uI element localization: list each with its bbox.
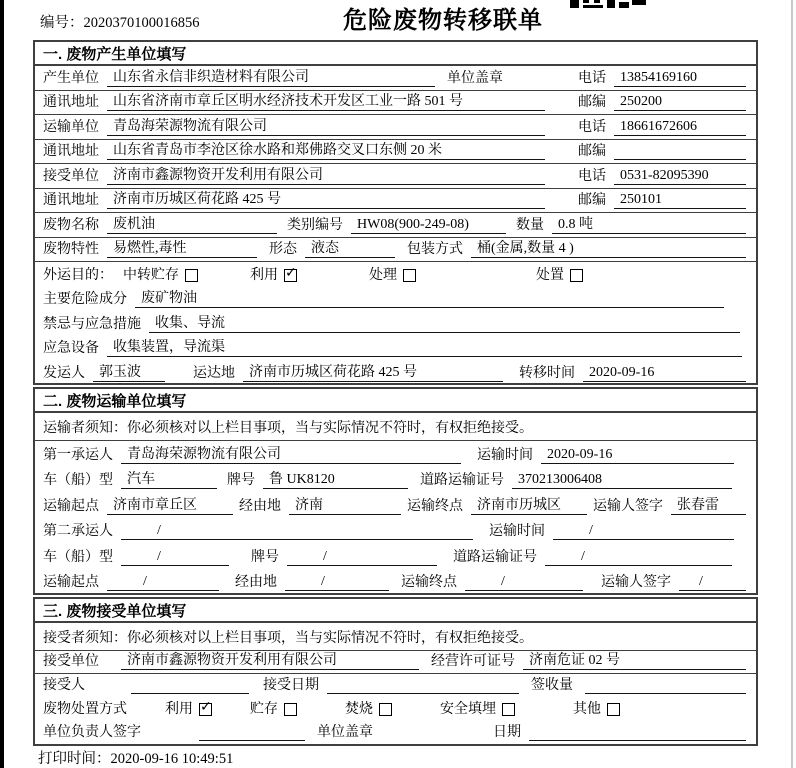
purpose-option-utilize [250,264,297,284]
transporter-zip-value [614,143,746,160]
print-time-value: 2020-09-16 10:49:51 [110,751,234,767]
destination-label: 运达地 [193,365,235,381]
received-quantity-value [585,677,746,694]
via-label: 经由地 [235,575,277,590]
disposal-option-landfill [440,698,515,718]
sender-value: 郭玉波 [93,361,165,382]
address-label: 通讯地址 [43,193,99,208]
row-producer-unit [35,66,756,91]
permit-label: 经营许可证号 [431,654,515,670]
purpose-option-label: 利用 [250,267,278,283]
row-waste-name [35,213,756,238]
address-label: 通讯地址 [43,95,99,110]
purpose-option-treat [369,264,416,284]
row-hazard-components [35,287,756,312]
carrier1-plate-value: 鲁 UK8120 [263,468,408,489]
qr-code-fragment-icon [570,0,652,8]
carrier2-vehicle-value: / [121,549,229,566]
zip-label: 邮编 [578,95,606,110]
row-carrier1 [35,441,756,467]
packing-value: 桶(金属,数量 4 ) [471,237,746,258]
carrier1-label: 第一承运人 [43,447,113,463]
checkbox-utilize-icon [284,269,297,282]
unit-seal-label: 单位盖章 [447,70,503,86]
zip-label: 邮编 [578,144,606,159]
plate-label: 牌号 [251,549,279,565]
transfer-date-label: 转移时间 [519,365,575,381]
unit-seal-label: 单位盖章 [317,724,373,740]
receiver-label: 接受单位 [43,168,99,184]
received-quantity-label: 签收量 [531,678,573,694]
category-label: 类别编号 [287,217,343,233]
page-right-edge [791,0,793,768]
page-title: 危险废物转移联单 [343,7,543,34]
purpose-option-label: 处理 [369,267,397,283]
row-carrier1-vehicle [35,467,756,493]
recipient-label: 接受人 [43,678,85,694]
recipient-value [131,677,249,694]
vehicle-label: 车（船）型 [43,549,113,565]
carrier1-terminus-value: 济南市历城区 [471,494,587,515]
disposal-option-label: 安全填埋 [440,701,496,717]
purpose-option-transfer-storage [123,264,198,284]
section-producer [33,40,758,385]
producer-value: 山东省永信非织造材料有限公司 [107,66,435,87]
receive-date-label: 接受日期 [263,678,319,694]
print-time-label: 打印时间： [38,751,111,767]
phone-label: 电话 [578,168,606,184]
checkbox-disposal-other-icon [607,703,620,716]
precautions-label: 禁忌与应急措施 [43,316,141,332]
page-left-edge [0,0,4,768]
receive-date-value [327,677,519,694]
plate-label: 牌号 [227,473,255,488]
disposal-option-label: 贮存 [250,701,278,717]
equipment-label: 应急设备 [43,341,99,356]
hazard-value: 废矿物油 [135,287,724,308]
permit-number-value: 济南危证 02 号 [523,649,746,670]
transporter-value: 青岛海荣源物流有限公司 [107,115,545,136]
waste-name-value: 废机油 [107,213,277,234]
waste-name-label: 废物名称 [43,217,99,233]
transporter-phone-value: 18661672606 [614,119,746,136]
row-recipient [35,674,756,697]
destination-value: 济南市历城区荷花路 425 号 [243,361,503,382]
section2-heading: 二. 废物运输单位填写 [35,389,756,413]
row-carrier1-route [35,492,756,518]
serial-label: 编号： [40,15,84,31]
purpose-option-label: 处置 [536,267,564,283]
transfer-date-value: 2020-09-16 [583,365,746,382]
print-time-line [38,747,233,768]
phone-label: 电话 [578,119,606,135]
row-responsible-signature [35,721,756,744]
signature-label: 运输人签字 [601,575,671,590]
row-receiving-unit [35,651,756,674]
transporter-address-value: 山东省青岛市李沧区徐水路和郑佛路交叉口东侧 20 米 [107,139,545,160]
carrier1-road-permit-value: 370213006408 [512,472,732,489]
producer-label: 产生单位 [43,70,99,86]
section-receiver [33,597,758,746]
serial-number: 2020370100016856 [83,15,200,31]
receiver-address-value: 济南市历城区荷花路 425 号 [107,188,545,209]
road-permit-label: 道路运输证号 [453,549,537,565]
row-transporter-unit [35,115,756,140]
transport-time-label: 运输时间 [489,524,545,539]
quantity-label: 数量 [516,217,544,233]
receiver-zip-value: 250101 [614,192,746,209]
road-permit-label: 道路运输证号 [420,473,504,488]
checkbox-disposal-landfill-icon [502,703,515,716]
origin-label: 运输起点 [43,575,99,590]
sender-label: 发运人 [43,365,85,381]
row-carrier2 [35,518,756,544]
transporter-notice-text: 运输者须知：你必须核对以上栏目事项，当与实际情况不符时，有权拒绝接受。 [43,420,533,436]
packing-label: 包装方式 [407,242,463,257]
receiver-value: 济南市鑫源物资开发利用有限公司 [107,164,545,185]
carrier2-time-value: / [553,523,734,540]
disposal-label: 废物处置方式 [43,701,127,717]
responsible-signature-value [199,724,305,741]
checkbox-disposal-store-icon [284,703,297,716]
purpose-option-label: 中转贮存 [123,267,179,283]
zip-label: 邮编 [578,193,606,208]
receiving-unit-label: 接受单位 [43,654,99,670]
row-producer-address [35,91,756,116]
section1-heading: 一. 废物产生单位填写 [35,42,756,66]
purpose-option-dispose [536,264,583,284]
responsible-signature-label: 单位负责人签字 [43,724,141,740]
row-precautions [35,311,756,336]
characteristics-label: 废物特性 [43,242,99,257]
address-label: 通讯地址 [43,144,99,159]
via-label: 经由地 [239,498,281,514]
disposal-option-incinerate [345,698,392,718]
disposal-option-label: 焚烧 [345,701,373,717]
producer-phone-value: 13854169160 [614,70,746,87]
carrier2-road-permit-value: / [545,549,732,566]
equipment-value: 收集装置，导流渠 [107,336,742,357]
terminus-label: 运输终点 [401,575,457,590]
seal-date-value [529,724,746,741]
receiver-notice-text: 接受者须知：你必须核对以上栏目事项，当与实际情况不符时，有权拒绝接受。 [43,630,533,646]
carrier2-origin-value: / [107,574,219,591]
row-receiver-notice [35,623,756,651]
transport-time-label: 运输时间 [477,447,533,463]
disposal-option-other [573,698,620,718]
producer-zip-value: 250200 [614,94,746,111]
section3-heading: 三. 废物接受单位填写 [35,599,756,623]
carrier1-vehicle-value: 汽车 [121,468,217,489]
category-code-value: HW08(900-249-08) [351,217,506,234]
checkbox-dispose-icon [570,269,583,282]
row-purpose [35,262,756,287]
disposal-option-utilize [165,698,212,718]
physical-form-value: 液态 [305,237,395,258]
carrier1-via-value: 济南 [289,494,401,515]
row-disposal-method [35,697,756,720]
carrier2-label: 第二承运人 [43,524,113,539]
receiving-unit-value: 济南市鑫源物资开发利用有限公司 [121,649,419,670]
section-transporter [33,387,758,595]
carrier2-via-value: / [285,574,389,591]
checkbox-disposal-utilize-icon [199,703,212,716]
hazard-label: 主要危险成分 [43,292,127,307]
row-carrier2-route [35,569,756,595]
row-receiver-address [35,189,756,214]
disposal-option-label: 其他 [573,701,601,717]
carrier1-origin-value: 济南市章丘区 [107,494,233,515]
disposal-option-label: 利用 [165,701,193,717]
receiver-phone-value: 0531-82095390 [614,168,746,185]
row-transporter-notice [35,413,756,441]
row-transporter-address [35,140,756,165]
signature-label: 运输人签字 [593,498,663,514]
origin-label: 运输起点 [43,498,99,514]
precautions-value: 收集、导流 [149,312,740,333]
checkbox-transfer-storage-icon [185,269,198,282]
carrier1-value: 青岛海荣源物流有限公司 [121,443,461,464]
characteristics-value: 易燃性,毒性 [107,237,257,258]
transporter-label: 运输单位 [43,119,99,135]
disposal-option-store [250,698,297,718]
vehicle-label: 车（船）型 [43,473,113,488]
producer-address-value: 山东省济南市章丘区明水经济技术开发区工业一路 501 号 [107,90,545,111]
phone-label: 电话 [578,70,606,86]
checkbox-disposal-incinerate-icon [379,703,392,716]
quantity-value: 0.8 吨 [552,213,746,234]
date-label: 日期 [493,724,521,740]
row-emergency-equipment [35,336,756,361]
purpose-label: 外运目的： [43,267,113,283]
row-sender [35,360,756,385]
row-carrier2-vehicle [35,543,756,569]
terminus-label: 运输终点 [407,498,463,514]
form-label: 形态 [269,242,297,257]
carrier2-value: / [121,523,473,540]
carrier1-time-value: 2020-09-16 [541,447,734,464]
carrier2-signature-value: / [679,574,746,591]
row-receiver-unit [35,164,756,189]
carrier1-signature-value: 张春雷 [671,494,746,515]
carrier2-terminus-value: / [465,574,583,591]
carrier2-plate-value: / [287,549,437,566]
row-waste-characteristics [35,238,756,263]
checkbox-treat-icon [403,269,416,282]
